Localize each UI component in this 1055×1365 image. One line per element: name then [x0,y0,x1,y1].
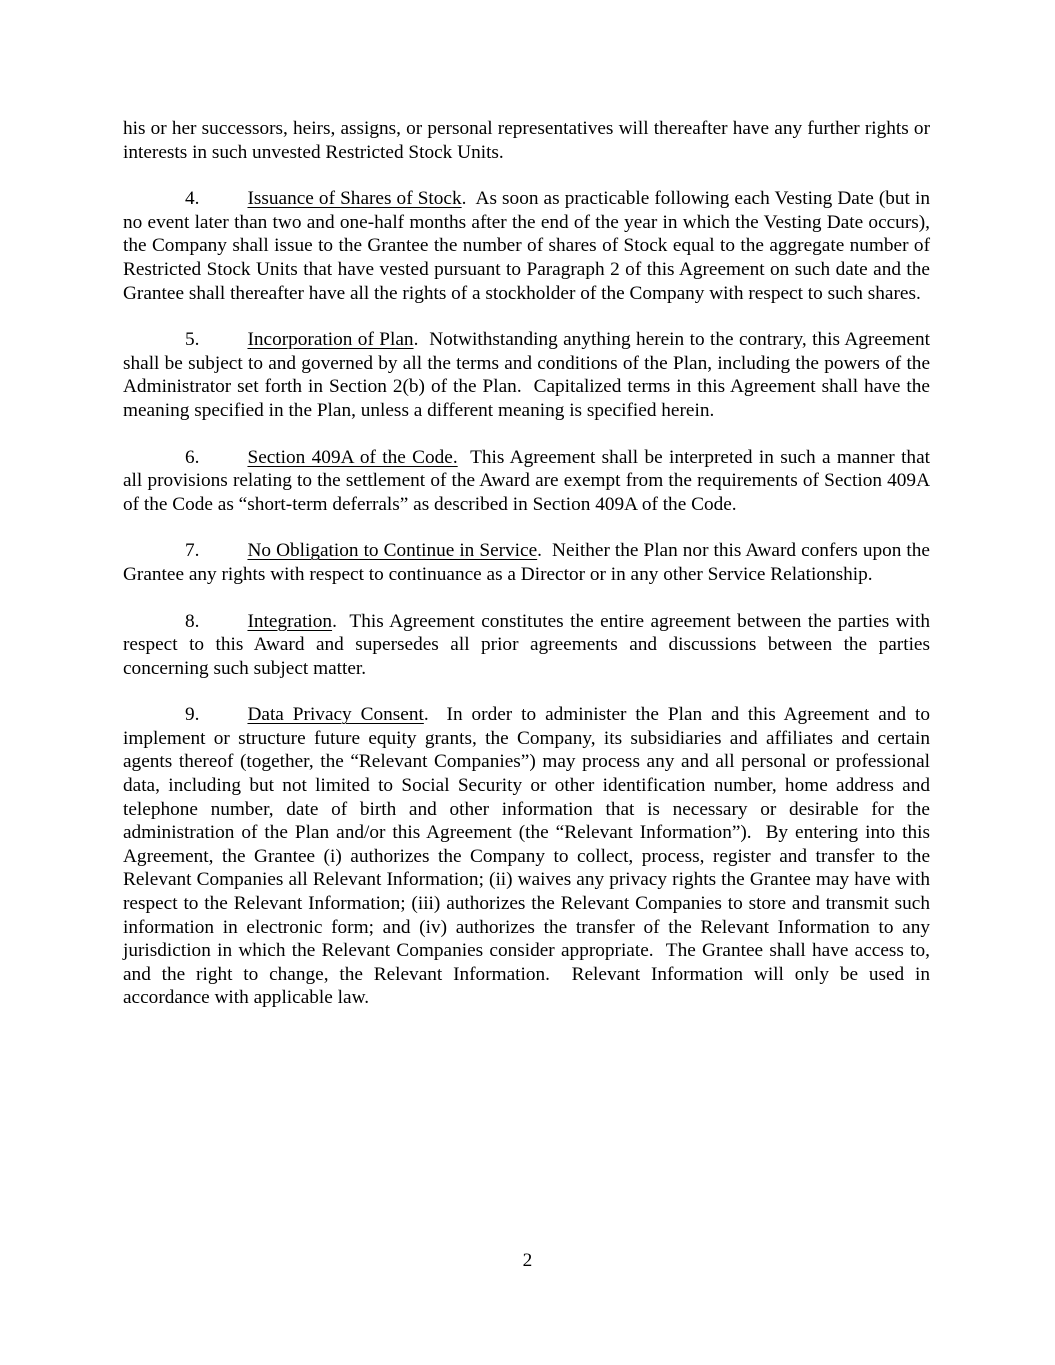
continuation-paragraph: his or her successors, heirs, assigns, or personal representatives will thereafter have any further rights or interests in such unvested Restricted Stock Units. [123,118,930,163]
section-heading: Issuance of Shares of Stock [247,188,462,210]
section-heading: Integration [247,610,333,632]
section-paragraph-4 [123,187,930,305]
section-body: . In order to administer the Plan and this Agreement and to implement or structure future equity grants, the Company, its subsidiaries and affiliates and certain agents thereof (together, the “Relevant Companies”) may process any and all personal or professional data, including but not limited to Social Security or other identification number, home address and telephone number, date of birth and other information that is necessary or desirable for the administration of the Plan and/or this Agreement (the “Relevant Information”). By entering into this Agreement, the Grantee (i) authorizes the Company to collect, process, register and transfer to the Relevant Companies all Relevant Information; (ii) waives any privacy rights the Grantee may have with respect to the Relevant Information; (iii) authorizes the Relevant Companies to store and transmit such information in electronic form; and (iv) authorizes the transfer of the Relevant Information to any jurisdiction in which the Relevant Companies consider appropriate. The Grantee shall have access to, and the right to change, the Relevant Information. Relevant Information will only be used in accordance with applicable law. [123,704,930,1009]
section-body: . This Agreement constitutes the entire agreement between the parties with respect to this Award and supersedes all prior agreements and discussions between the parties concerning such subject matter. [123,610,930,679]
section-body: . As soon as practicable following each Vesting Date (but in no event later than two and one-half months after the end of the year in which the Vesting Date occurs), the Company shall issue to the Grantee the number of shares of Stock equal to the aggregate number of Restricted Stock Units that have vested pursuant to Paragraph 2 of this Agreement on such date and the Grantee shall thereafter have all the rights of a stockholder of the Company with respect to such shares. [123,188,930,304]
section-body: This Agreement shall be interpreted in such a manner that all provisions relating to the settlement of the Award are exempt from the requirements of Section 409A of the Code as “short-term deferrals” as described in Section 409A of the Code. [123,446,930,515]
section-number: 4. [185,188,200,210]
section-number: 7. [185,540,200,562]
section-heading: Incorporation of Plan [247,329,414,351]
page-number: 2 [522,1250,533,1271]
section-paragraph-9 [123,703,930,1010]
section-heading: No Obligation to Continue in Service [247,540,538,562]
section-body: . Neither the Plan nor this Award confers upon the Grantee any rights with respect to continuance as a Director or in any other Service Relationship. [123,540,930,585]
section-number: 8. [185,610,200,632]
section-number: 6. [185,446,200,468]
section-heading: Data Privacy Consent [247,704,424,726]
section-paragraph-6 [123,446,930,517]
section-paragraph-8 [123,610,930,681]
document-body [123,117,930,1010]
section-number: 9. [185,704,200,726]
section-paragraph-7 [123,539,930,586]
section-paragraph-5 [123,328,930,422]
section-body: . Notwithstanding anything herein to the contrary, this Agreement shall be subject to and governed by all the terms and conditions of the Plan, including the powers of the Administrator set forth in Section 2(b) of the Plan. Capitalized terms in this Agreement shall have the meaning specified in the Plan, unless a different meaning is specified herein. [123,329,931,421]
section-heading: Section 409A of the Code. [247,446,458,468]
section-number: 5. [185,329,200,351]
